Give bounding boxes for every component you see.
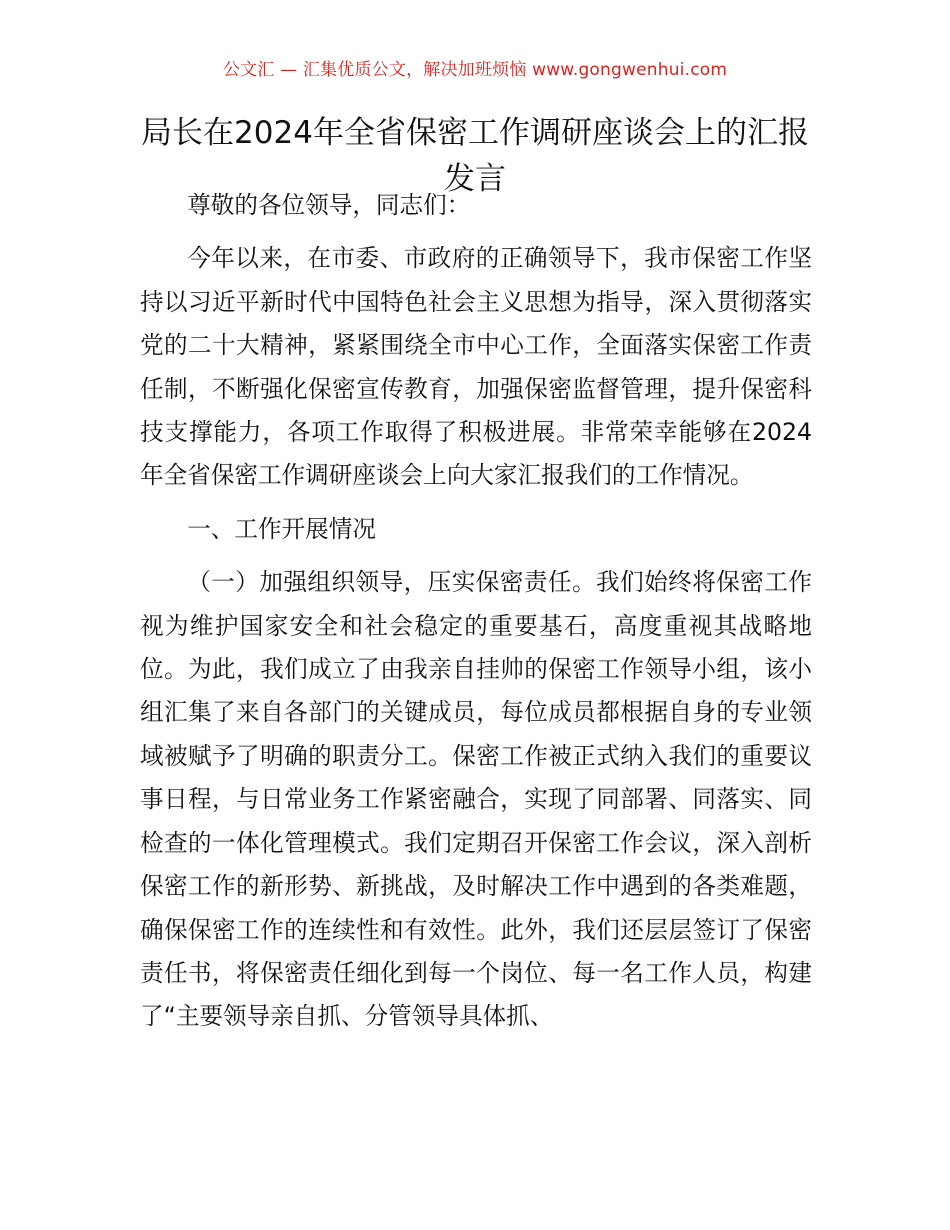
site-banner: 公文汇 — 汇集优质公文，解决加班烦恼 www.gongwenhui.com bbox=[222, 60, 728, 80]
salutation: 尊敬的各位领导，同志们： bbox=[187, 191, 471, 219]
document-title: 局长在2024年全省保密工作调研座谈会上的汇报发言 bbox=[141, 115, 809, 197]
section-heading: 一、工作开展情况 bbox=[187, 514, 376, 543]
section-paragraph: （一）加强组织领导，压实保密责任。我们始终将保密工作视为维护国家安全和社会稳定的重要基石，高度重视其战略地位。为此，我们成立了由我亲自挂帅的保密工作领导小组，该小组汇集了来自各部门的关键成员，每位成员都根据自身的专业领域被赋予了明确的职责分工。保密工作被正式纳入我们的重要议事日程，与日常业务工作紧密融合，实现了同部署、同落实、同检查的一体化管理模式。我们定期召开保密工作会议，深入剖析保密工作的新形势、新挑战，及时解决工作中遇到的各类难题，确保保密工作的连续性和有效性。此外，我们还层层签订了保密责任书，将保密责任细化到每一个岗位、每一名工作人员，构建了“主要领导亲自抓、分管领导具体抓、 bbox=[140, 568, 812, 1031]
intro-paragraph: 今年以来，在市委、市政府的正确领导下，我市保密工作坚持以习近平新时代中国特色社会主义思想为指导，深入贯彻落实党的二十大精神，紧紧围绕全市中心工作，全面落实保密工作责任制，不断强化保密宣传教育，加强保密监督管理，提升保密科技支撑能力，各项工作取得了积极进展。非常荣幸能够在2024年全省保密工作调研座谈会上向大家汇报我们的工作情况。 bbox=[140, 244, 812, 490]
document-body bbox=[140, 184, 812, 1039]
